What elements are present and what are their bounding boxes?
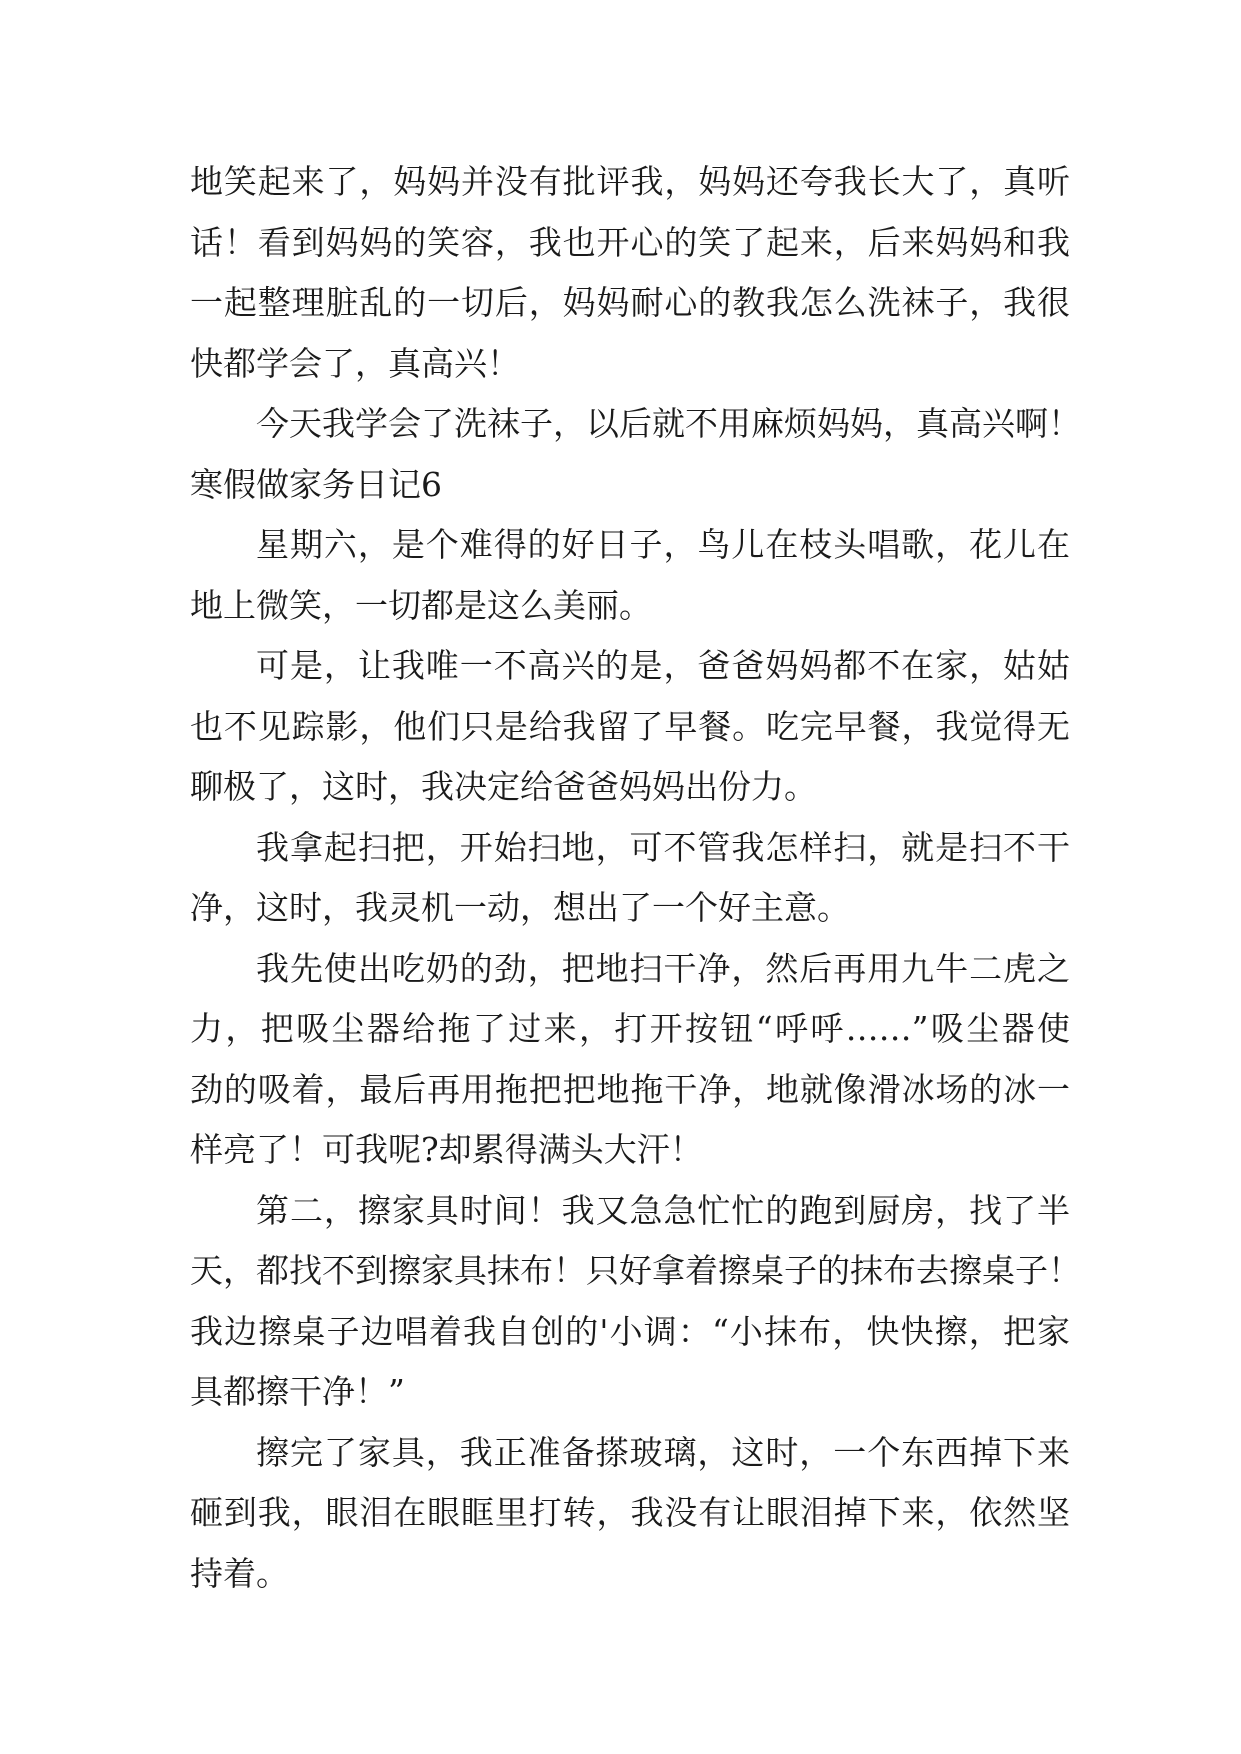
text-line: 具都擦干净！” — [190, 1372, 405, 1411]
text-line: 聊极了，这时，我决定给爸爸妈妈出份力。 — [190, 767, 817, 806]
paragraph-first-line: 今天我学会了洗袜子，以后就不用麻烦妈妈，真高兴啊！ — [256, 404, 1081, 443]
text-line: 地笑起来了，妈妈并没有批评我，妈妈还夸我长大了，真听 — [190, 162, 1070, 201]
paragraph-first-line: 我拿起扫把，开始扫地，可不管我怎样扫，就是扫不干 — [256, 827, 1070, 867]
text-line: 持着。 — [190, 1553, 289, 1593]
paragraph-first-line: 我先使出吃奶的劲，把地扫干净，然后再用九牛二虎之 — [256, 948, 1070, 988]
section-heading: 寒假做家务日记6 — [190, 464, 442, 504]
paragraph-first-line: 第二，擦家具时间！我又急急忙忙的跑到厨房，找了半 — [256, 1190, 1070, 1230]
text-line: 净，这时，我灵机一动，想出了一个好主意。 — [190, 888, 850, 927]
paragraph-first-line: 星期六，是个难得的好日子，鸟儿在枝头唱歌，花儿在 — [256, 525, 1070, 564]
text-line: 天，都找不到擦家具抹布！只好拿着擦桌子的抹布去擦桌子！ — [190, 1251, 1081, 1290]
text-line: 快都学会了，真高兴！ — [190, 343, 520, 383]
text-line: 力，把吸尘器给拖了过来，打开按钮“呼呼……”吸尘器使 — [190, 1009, 1070, 1048]
text-line: 话！看到妈妈的笑容，我也开心的笑了起来，后来妈妈和我 — [190, 222, 1070, 262]
paragraph-first-line: 可是，让我唯一不高兴的是，爸爸妈妈都不在家，姑姑 — [256, 646, 1070, 685]
paragraph-first-line: 擦完了家具，我正准备搽玻璃，这时，一个东西掉下来 — [256, 1432, 1070, 1472]
text-line: 我边擦桌子边唱着我自创的'小调：“小抹布，快快擦，把家 — [190, 1311, 1070, 1351]
text-line: 砸到我，眼泪在眼眶里打转，我没有让眼泪掉下来，依然坚 — [190, 1493, 1070, 1532]
text-line: 地上微笑，一切都是这么美丽。 — [190, 585, 652, 625]
text-line: 也不见踪影，他们只是给我留了早餐。吃完早餐，我觉得无 — [190, 706, 1070, 746]
document-page — [190, 152, 1081, 1604]
text-line: 劲的吸着，最后再用拖把把地拖干净，地就像滑冰场的冰一 — [190, 1069, 1070, 1109]
text-line: 一起整理脏乱的一切后，妈妈耐心的教我怎么洗袜子，我很 — [190, 283, 1070, 322]
text-line: 样亮了！可我呢?却累得满头大汗！ — [190, 1130, 703, 1169]
